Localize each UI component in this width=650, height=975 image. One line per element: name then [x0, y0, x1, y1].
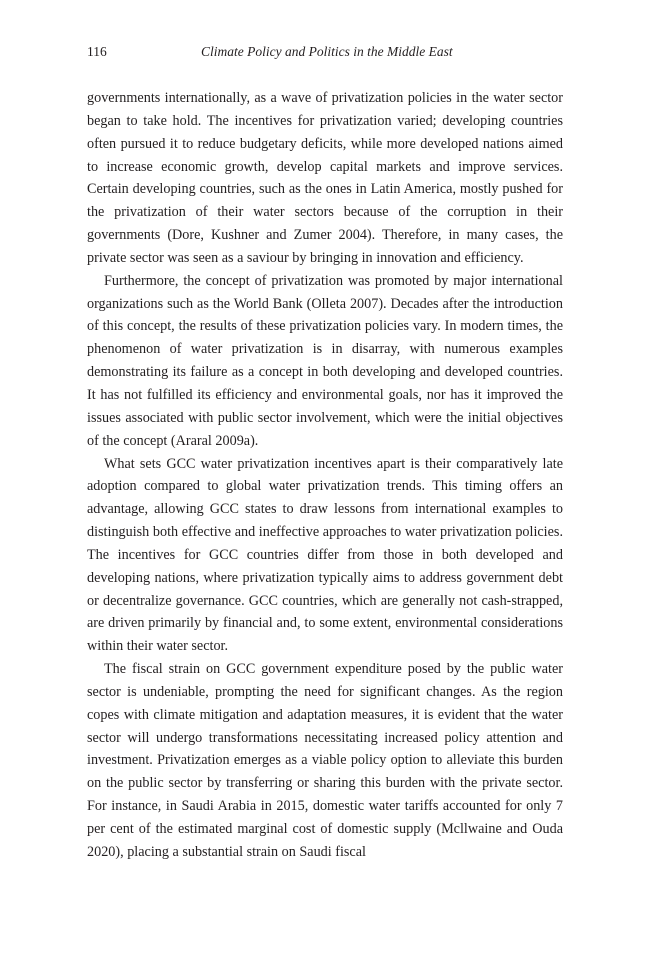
running-title: Climate Policy and Politics in the Middle East — [201, 44, 453, 59]
running-head — [87, 44, 563, 64]
paragraph: What sets GCC water privatization incentives apart is their comparatively late adoption compared to global water privatization trends. This timing offers an advantage, allowing GCC states to draw lessons from international examples to distinguish both effective and ineffective approaches to water privatization policies. The incentives for GCC countries differ from those in both developed and developing nations, where privatization typically aims to address government debt or decentralize governance. GCC countries, which are generally not cash-strapped, are driven primarily by financial and, to some extent, environmental considerations within their water sector. — [87, 455, 563, 655]
body-text — [87, 87, 563, 864]
page-number: 116 — [87, 44, 107, 59]
paragraph: The fiscal strain on GCC government expenditure posed by the public water sector is undeniable, prompting the need for significant changes. As the region copes with climate mitigation and adaptation measures, it is evident that the water sector will undergo transformations necessitating increased policy attention and investment. Privatization emerges as a viable policy option to alleviate this burden on the public sector by transferring or sharing this burden with the private sector. For instance, in Saudi Arabia in 2015, domestic water tariffs accounted for only 7 per cent of the estimated marginal cost of domestic supply (Mcllwaine and Ouda 2020), placing a substantial strain on Saudi fiscal — [87, 661, 563, 860]
paragraph-continued: governments internationally, as a wave of privatization policies in the water sector began to take hold. The incentives for privatization varied; developing countries often pursued it to reduce budgetary deficits, while more developed nations aimed to increase economic growth, develop capital markets and improve services. Certain developing countries, such as the ones in Latin America, mostly pushed for the privatization of their water sectors because of the corruption in their governments (Dore, Kushner and Zumer 2004). Therefore, in many cases, the private sector was seen as a saviour by bringing in innovation and efficiency. — [87, 90, 563, 266]
paragraph: Furthermore, the concept of privatization was promoted by major international organizations such as the World Bank (Olleta 2007). Decades after the introduction of this concept, the results of these privatization policies vary. In modern times, the phenomenon of water privatization is in disarray, with numerous examples demonstrating its failure as a concept in both developing and developed countries. It has not fulfilled its efficiency and environmental goals, nor has it improved the issues associated with public sector involvement, which were the initial objectives of the concept (Araral 2009a). — [87, 272, 563, 449]
